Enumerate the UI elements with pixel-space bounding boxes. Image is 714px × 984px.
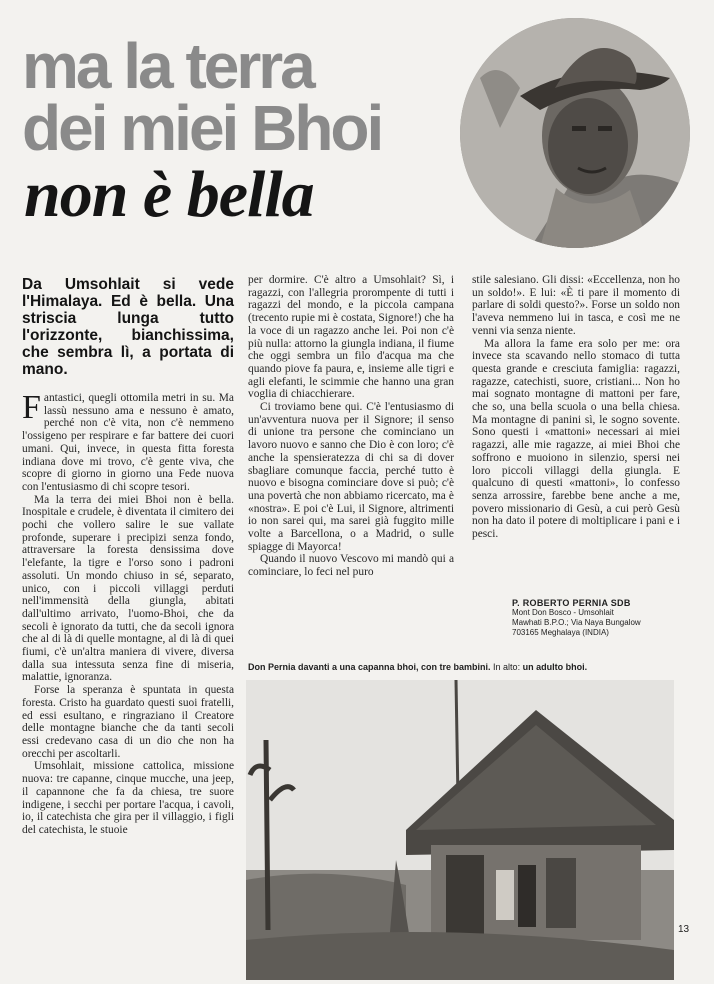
page-number: 13 [678,924,690,935]
text-column-3 [472,274,680,541]
text-column-2 [248,274,454,579]
paragraph: Quando il nuovo Vescovo mi mandò qui a cominciare, lo feci nel puro [248,553,454,579]
paragraph: Forse la speranza è spuntata in questa foresta. Cristo ha guardato questi suoi fratelli, ed essi esultano, e ringraziano il Creatore delle montagne bianche che da tanti secoli essi credevano casa di un dio che non ha orecchi per ascoltarli. [22,684,234,760]
address-line: Mont Don Bosco - Umsohlait [512,608,614,617]
address-line: Mawhati B.P.O.; Via Naya Bungalow [512,618,641,627]
paragraph: stile salesiano. Gli dissi: «Eccellenza, non ho un soldo!». E lui: «È ti pare il momento di parlare di soldi questo?». Forse un soldo non l'aveva nemmeno lui in tasca, e così me ne venni via senza niente. [472,274,680,337]
headline-line-3: non è bella [24,158,314,231]
paragraph: per dormire. C'è altro a Umsohlait? Sì, i ragazzi, con l'allegria prorompente di tutti i ragazzi del mondo, e la piccola campana (trecento rupie mi è costata, Signore!) che ha la voce di un ragazzo anche lei. Poi non c'è più nulla: attorno la giungla indiana, il fiume che oggi sembra un filo d'acqua ma che quando piove fa paura, e, insieme alle tigri e agli elefanti, le scimmie che hanno una gran voglia di chiacchierare. [248,274,454,401]
paragraph: Ma allora la fame era solo per me: ora invece sta scavando nello stomaco di tutta questa grande e cresciuta famiglia: ragazzi, ragazze, catechisti, suore, cristiani... Non ho mai sognato montagne di mattoni per fare, che so, una bella scuola o una bella chiesa. Ma montagne di panini sì, le sogno sovente. Sono questi i «mattoni» necessari ai miei ragazzi, alle mie ragazze, ai miei Bhoi che soffrono e muoiono in silenzio, spersi nei loro piccoli villaggi della giungla. E qualcuno di questi «mattoni», lo confesso senza arrossire, farebbe bene anche a me, povero missionario di Gesù, a cui però Gesù non ha dato il potere di moltiplicare i pani e i pesci. [472,337,680,541]
address-line: 703165 Meghalaya (INDIA) [512,628,609,637]
lede-paragraph: Da Umsohlait si vede l'Himalaya. Ed è bella. Una striscia lunga tutto l'orizzonte, bianchissima, che sembra lì, a portata di mano. [22,276,234,378]
text-column-1 [22,389,234,837]
photo-caption: Don Pernia davanti a una capanna bhoi, con tre bambini. In alto: un adulto bhoi. [248,662,588,672]
hut-photo [246,680,674,980]
paragraph: Fantastici, quegli ottomila metri in su. Ma lassù nessuno ama e nessuno è amato, perché non c'è vita, non c'è nemmeno l'ossigeno per respirare e far battere dei cuori umani. Qui, invece, in questa fitta foresta indiana dove mi trovo, c'è gente viva, che scopre di giorno in giorno una Fede nuova con l'entusiasmo di chi scopre tesori. [22,389,234,493]
headline-line-2: dei miei Bhoi [22,92,382,164]
paragraph: Ci troviamo bene qui. C'è l'entusiasmo di un'avventura nuova per il Signore; il senso di unione tra persone che cominciano un lavoro nuovo e sanno che Dio è con loro; c'è anche la spensieratezza di chi sa di dover sbagliare comunque faccia, perché tutto è nuovo e bisogna cominciare dove si può; c'è una povertà che non abbiamo ricercato, ma è «nostra». E poi c'è Lui, il Signore, altrimenti io non sarei qui, ma sarei già fuggito mille volte a Barcellona, o a Madrid, o sulle spiagge di Mayorca! [248,401,454,553]
portrait-photo [460,18,690,248]
paragraph: Umsohlait, missione cattolica, missione nuova: tre capanne, cinque mucche, una jeep, il capannone che fa da chiesa, tre suore indigene, i secchi per portare l'acqua, i cavoli, io, il catechista che gira per il villaggio, i figli del catechista, le stuoie [22,760,234,836]
paragraph: Ma la terra dei miei Bhoi non è bella. Inospitale e crudele, è diventata il cimitero dei pochi che vollero salire le sue vallate profonde, superare i precipizi senza fondo, attraversare la foresta densissima dove l'elefante, la tigre e l'orso sono i padroni assoluti. Un mondo chiuso in sé, separato, unico, con i piccoli villaggi perduti nell'immensità della giungla, abitati dall'ultimo arrivato, l'uomo-Bhoi, che da secoli è ignorato da tutti, che da secoli ignora che al di là di quelle montagne, al di là di quei fiumi, c'è un'altra maniera di vivere, diversa dalla sua intessuta senza fine di miseria, malattie, ignoranza. [22,493,234,684]
author-signature [512,598,692,638]
author-name: P. ROBERTO PERNIA SDB [512,598,631,608]
drop-cap: F [22,389,41,426]
headline-line-1: ma la terra [22,30,313,102]
